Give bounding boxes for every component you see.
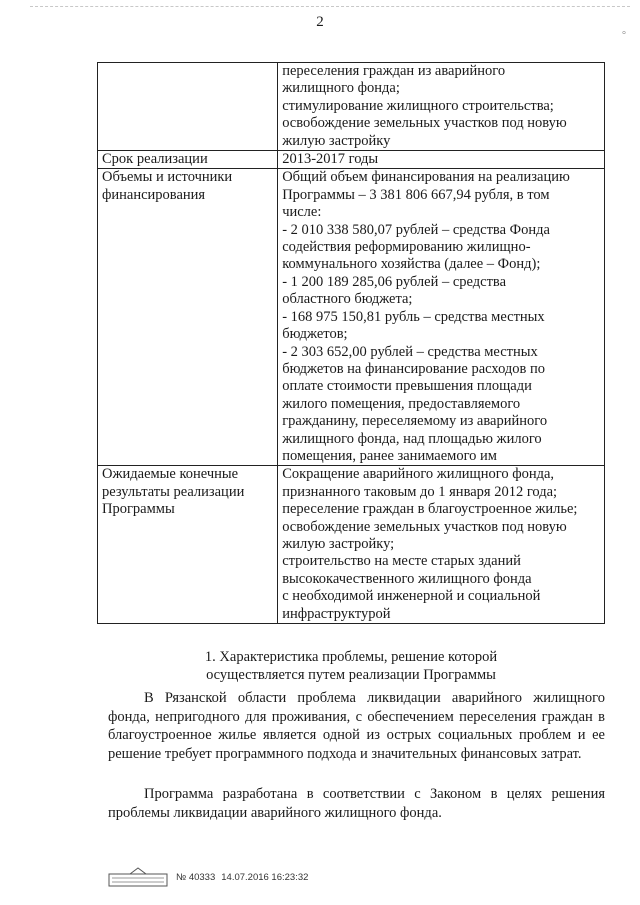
row-value-line: Сокращение аварийного жилищного фонда, (282, 466, 555, 483)
row-label-cell (98, 151, 278, 169)
program-passport-table (97, 62, 605, 624)
row-value-line: Программы – 3 381 806 667,94 рубля, в том (282, 186, 550, 203)
row-value-line: жилищного фонда, над площадью жилого (282, 430, 542, 447)
row-value-line: жилого помещения, предоставляемого (282, 395, 521, 412)
row-value-line: переселение граждан в благоустроенное жилье; (282, 501, 578, 518)
document-number: № 40333 (176, 871, 216, 883)
row-value-line: жилую застройку (282, 132, 391, 149)
row-value-line: освобождение земельных участков под новую (282, 518, 567, 535)
section-heading-line: осуществляется путем реализации Программы (206, 667, 496, 683)
document-footer (108, 866, 308, 888)
table-row (98, 466, 605, 624)
row-value-line: - 1 200 189 285,06 рублей – средства (282, 273, 507, 290)
row-value-line: признанного таковым до 1 января 2012 года; (282, 483, 558, 500)
page-number: 2 (316, 14, 324, 30)
row-label-line: результаты реализации (102, 483, 245, 500)
row-value-line: помещения, ранее занимаемого им (282, 447, 497, 464)
row-value-line: переселения граждан из аварийного (282, 63, 506, 79)
row-value-line: бюджетов на финансирование расходов по (282, 360, 546, 377)
row-label-line: Ожидаемые конечные (102, 466, 239, 483)
row-value-line: бюджетов; (282, 326, 348, 343)
row-value-line: инфраструктурой (282, 605, 391, 622)
page-mark: ° (622, 30, 626, 41)
paragraph: Программа разработана в соответствии с Законом в целях решения проблемы ликвидации аварийного жилищного фонда. (108, 786, 605, 821)
paragraph: В Рязанской области проблема ликвидации аварийного жилищного фонда, непригодного для проживания, с обеспечением переселения граждан в благоустроенное жилье является одной из острых социальных проблем и ее решение требует программного подхода и значительных финансовых затрат. (108, 690, 605, 762)
row-value-cell (278, 169, 605, 466)
document-timestamp: 14.07.2016 16:23:32 (221, 871, 309, 883)
row-value-line: областного бюджета; (282, 291, 413, 308)
row-label-line: Программы (102, 501, 175, 518)
row-value-line: содействия реформированию жилищно- (282, 239, 531, 256)
section-heading-line: 1. Характеристика проблемы, решение которой (204, 649, 498, 665)
government-seal-icon (108, 866, 168, 888)
row-value-line: - 2 010 338 580,07 рублей – средства Фонда (282, 221, 550, 238)
row-label-cell (98, 169, 278, 466)
table-row (98, 63, 605, 151)
row-label-line: Объемы и источники (102, 169, 233, 186)
row-value-line: с необходимой инженерной и социальной (282, 588, 541, 605)
row-value-line: 2013-2017 годы (282, 151, 379, 168)
row-value-line: гражданину, переселяемому из аварийного (282, 413, 548, 430)
row-value-cell (278, 466, 605, 624)
table-row (98, 151, 605, 169)
row-value-line: стимулирование жилищного строительства; (282, 97, 554, 114)
row-label-cell (98, 466, 278, 624)
row-value-line: строительство на месте старых зданий (282, 553, 521, 570)
row-label-line: Срок реализации (102, 151, 208, 168)
row-value-cell (278, 151, 605, 169)
row-value-line: освобождение земельных участков под новую (282, 115, 567, 132)
row-value-line: жилую застройку; (282, 535, 395, 552)
row-value-line: - 2 303 652,00 рублей – средства местных (282, 343, 538, 360)
row-value-line: числе: (282, 204, 322, 221)
row-value-line: Общий объем финансирования на реализацию (282, 169, 570, 186)
row-value-cell (278, 63, 605, 151)
row-value-line: жилищного фонда; (282, 80, 400, 97)
scan-top-rule (30, 6, 630, 7)
row-value-line: - 168 975 150,81 рубль – средства местных (282, 308, 545, 325)
section-heading (97, 648, 605, 684)
row-label-line: финансирования (102, 186, 206, 203)
table-row (98, 169, 605, 466)
row-label-cell (98, 63, 278, 151)
row-value-line: высококачественного жилищного фонда (282, 570, 532, 587)
row-value-line: оплате стоимости превышения площади (282, 378, 532, 395)
row-value-line: коммунального хозяйства (далее – Фонд); (282, 256, 541, 273)
